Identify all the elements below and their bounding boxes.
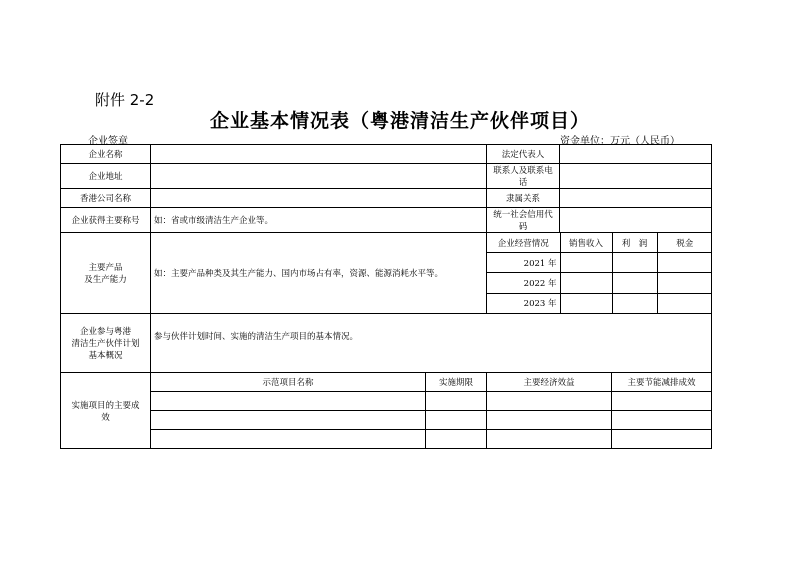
seal-label: 企业签章 bbox=[88, 136, 128, 147]
table-row bbox=[61, 233, 712, 314]
hk-company-field[interactable] bbox=[151, 189, 487, 208]
tax-column-header: 税金 bbox=[657, 233, 712, 253]
table-row bbox=[61, 145, 712, 164]
duration-field[interactable] bbox=[426, 430, 487, 449]
currency-unit-label: 资金单位：万元（人民币） bbox=[560, 136, 680, 147]
sales-field[interactable] bbox=[560, 253, 612, 273]
duration-header: 实施期限 bbox=[426, 373, 487, 392]
company-name-label: 企业名称 bbox=[61, 145, 151, 164]
contact-label: 联系人及联系电话 bbox=[487, 164, 560, 189]
operations-subtable bbox=[487, 233, 712, 313]
year-label: 2021 年 bbox=[487, 253, 560, 273]
hk-company-label: 香港公司名称 bbox=[61, 189, 151, 208]
table-row bbox=[61, 430, 712, 449]
products-label-line2: 及生产能力 bbox=[84, 275, 127, 285]
products-label-line1: 主要产品 bbox=[88, 263, 123, 273]
legal-rep-field[interactable] bbox=[560, 145, 712, 164]
project-name-field[interactable] bbox=[151, 430, 426, 449]
affiliation-field[interactable] bbox=[560, 189, 712, 208]
results-label bbox=[61, 373, 151, 449]
attachment-label: 附件 2-2 bbox=[95, 91, 155, 109]
table-row bbox=[61, 208, 712, 233]
participation-label-line1: 企业参与粤港 bbox=[79, 327, 131, 337]
operations-subtable-cell bbox=[487, 233, 712, 314]
company-address-field[interactable] bbox=[151, 164, 487, 189]
energy-saving-field[interactable] bbox=[612, 411, 712, 430]
products-label bbox=[61, 233, 151, 314]
energy-saving-header: 主要节能减排成效 bbox=[612, 373, 712, 392]
year-label: 2022 年 bbox=[487, 273, 560, 293]
table-row bbox=[61, 392, 712, 411]
economic-benefit-field[interactable] bbox=[487, 430, 612, 449]
table-row bbox=[61, 314, 712, 373]
duration-field[interactable] bbox=[426, 411, 487, 430]
year-label: 2023 年 bbox=[487, 293, 560, 313]
company-info-table bbox=[60, 144, 712, 449]
tax-field[interactable] bbox=[657, 293, 712, 313]
profit-field[interactable] bbox=[612, 293, 657, 313]
affiliation-label: 隶属关系 bbox=[487, 189, 560, 208]
company-address-label: 企业地址 bbox=[61, 164, 151, 189]
profit-field[interactable] bbox=[612, 273, 657, 293]
table-row bbox=[61, 373, 712, 392]
tax-field[interactable] bbox=[657, 273, 712, 293]
participation-label-line3: 基本概况 bbox=[88, 351, 123, 361]
table-row bbox=[61, 164, 712, 189]
sales-field[interactable] bbox=[560, 293, 612, 313]
sales-column-header: 销售收入 bbox=[560, 233, 612, 253]
awards-field[interactable]: 如：省或市级清洁生产企业等。 bbox=[151, 208, 487, 233]
energy-saving-field[interactable] bbox=[612, 392, 712, 411]
profit-field[interactable] bbox=[612, 253, 657, 273]
economic-benefit-field[interactable] bbox=[487, 392, 612, 411]
economic-benefit-field[interactable] bbox=[487, 411, 612, 430]
results-label-line2: 效 bbox=[101, 412, 110, 423]
awards-label: 企业获得主要称号 bbox=[61, 208, 151, 233]
table-row bbox=[61, 411, 712, 430]
results-label-line1: 实施项目的主要成 bbox=[71, 400, 140, 411]
energy-saving-field[interactable] bbox=[612, 430, 712, 449]
project-name-header: 示范项目名称 bbox=[151, 373, 426, 392]
project-name-field[interactable] bbox=[151, 411, 426, 430]
participation-field[interactable]: 参与伙伴计划时间、实施的清洁生产项目的基本情况。 bbox=[151, 314, 712, 373]
company-name-field[interactable] bbox=[151, 145, 487, 164]
page-title: 企业基本情况表（粤港清洁生产伙伴项目） bbox=[209, 110, 590, 132]
participation-label-line2: 清洁生产伙伴计划 bbox=[71, 339, 140, 349]
duration-field[interactable] bbox=[426, 392, 487, 411]
participation-label bbox=[61, 314, 151, 373]
tax-field[interactable] bbox=[657, 253, 712, 273]
contact-field[interactable] bbox=[560, 164, 712, 189]
economic-benefit-header: 主要经济效益 bbox=[487, 373, 612, 392]
sales-field[interactable] bbox=[560, 273, 612, 293]
legal-rep-label: 法定代表人 bbox=[487, 145, 560, 164]
profit-column-header: 利 润 bbox=[612, 233, 657, 253]
credit-code-field[interactable] bbox=[560, 208, 712, 233]
table-row bbox=[61, 189, 712, 208]
products-field[interactable]: 如：主要产品种类及其生产能力、国内市场占有率，资源、能源消耗水平等。 bbox=[151, 233, 487, 314]
project-name-field[interactable] bbox=[151, 392, 426, 411]
credit-code-label: 统一社会信用代码 bbox=[487, 208, 560, 233]
operations-header: 企业经营情况 bbox=[487, 233, 560, 253]
